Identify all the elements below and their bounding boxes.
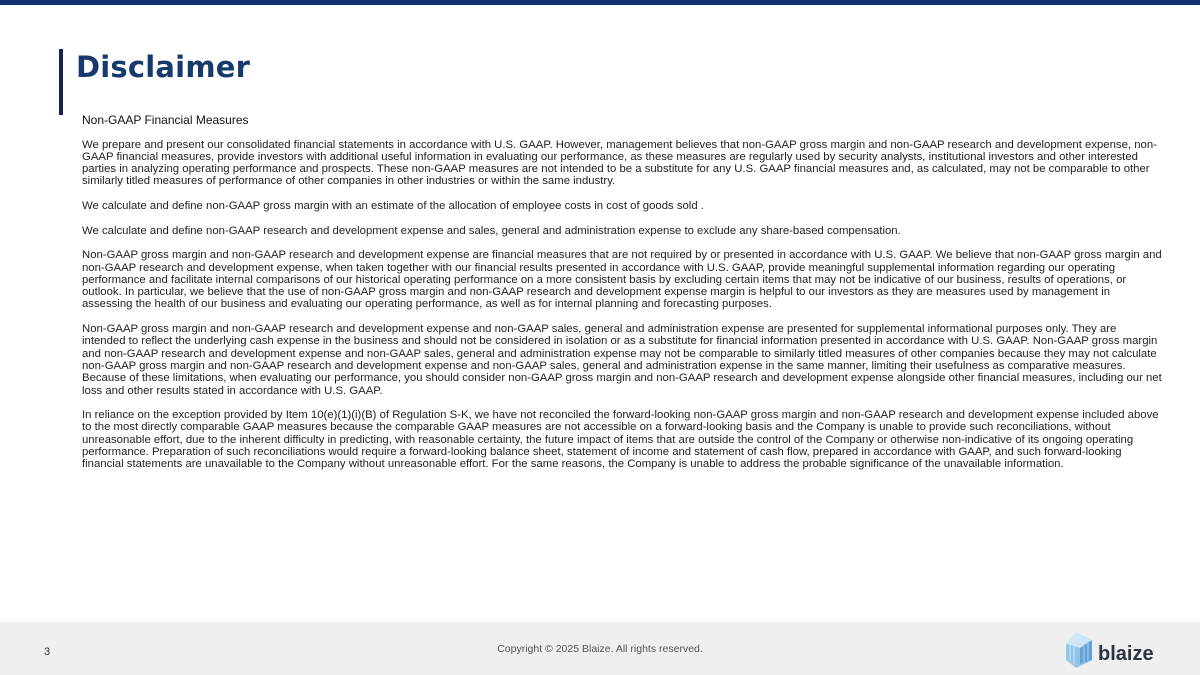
paragraph-6: In reliance on the exception provided by Item 10(e)(1)(i)(B) of Regulation S-K, we have not reconciled the forward-looking non-GAAP gross margin and non-GAAP research and development expense included above to the most directly comparable GAAP measures because the comparable GAAP measures are not accessible on a forward-looking basis and the Company is unable to provide such reconciliations, without unreasonable effort, due to the inherent difficulty in predicting, with reasonable certainty, the future impact of items that are outside the control of the Company or otherwise non-indicative of its ongoing operating performance. Preparation of such reconciliations would require a forward-looking balance sheet, statement of income and statement of cash flow, prepared in accordance with GAAP, and such forward-looking financial statements are unavailable to the Company without unreasonable effort. For the same reasons, the Company is unable to address the probable significance of the unavailable information. [82, 409, 1159, 471]
paragraph-2: We calculate and define non-GAAP gross margin with an estimate of the allocation of employee costs in cost of goods sold . [82, 200, 704, 213]
slide-footer [0, 622, 1200, 675]
paragraph-3: We calculate and define non-GAAP research and development expense and sales, general and administration expense to exclude any share-based compensation. [82, 224, 901, 237]
blaize-logo-icon [1066, 632, 1092, 668]
disclaimer-body [82, 114, 1162, 483]
paragraph-5: Non-GAAP gross margin and non-GAAP research and development expense and non-GAAP sales, general and administration expense are presented for supplemental informational purposes only. They are intended to reflect the underlying cash expense in the business and should not be considered in isolation or as a substitute for financial information presented in accordance with U.S. GAAP. Non-GAAP gross margin and non-GAAP research and development expense and non-GAAP sales, general and administration expense may not be comparable to similarly titled measures of other companies because they may not calculate non-GAAP gross margin and non-GAAP research and development expense and non-GAAP sales, general and administration expense in the same manner, limiting their usefulness as comparative measures. Because of these limitations, when evaluating our performance, you should consider non-GAAP gross margin and non-GAAP research and development expense alongside other financial measures, including our net loss and other results stated in accordance with U.S. GAAP. [82, 323, 1162, 397]
paragraph-1: We prepare and present our consolidated financial statements in accordance with U.S. GAAP. However, management believes that non-GAAP gross margin and non-GAAP research and development expense, non-GAAP financial measures, provide investors with additional useful information in evaluating our performance, as these measures are regularly used by security analysts, institutional investors and other interested parties in analyzing operating performance and prospects. These non-GAAP measures are not intended to be a substitute for any U.S. GAAP financial measures and, as calculated, may not be comparable to other similarly titled measures of performance of other companies in other industries or within the same industry. [82, 138, 1157, 188]
section-subheading: Non-GAAP Financial Measures [82, 113, 249, 127]
slide-title: Disclaimer [76, 50, 251, 84]
blaize-logo [1062, 630, 1172, 670]
copyright-text: Copyright © 2025 Blaize. All rights reserved. [497, 643, 703, 655]
top-accent-bar [0, 0, 1200, 5]
paragraph-4: Non-GAAP gross margin and non-GAAP research and development expense are financial measures that are not required by or presented in accordance with U.S. GAAP. We believe that non-GAAP gross margin and non-GAAP research and development expense, when taken together with our financial results presented in accordance with U.S. GAAP, provide meaningful supplemental information regarding our operating performance and facilitate internal comparisons of our historical operating performance on a more consistent basis by excluding certain items that may not be indicative of our business, results of operations, or outlook. In particular, we believe that the use of non-GAAP gross margin and non-GAAP research and development expense margin is helpful to our investors as they are measures used by management in assessing the health of our business and evaluating our operating performance, as well as for internal planning and forecasting purposes. [82, 249, 1162, 311]
title-accent-line [59, 49, 63, 115]
page-number: 3 [44, 646, 51, 658]
logo-wordmark: blaize [1098, 643, 1154, 665]
